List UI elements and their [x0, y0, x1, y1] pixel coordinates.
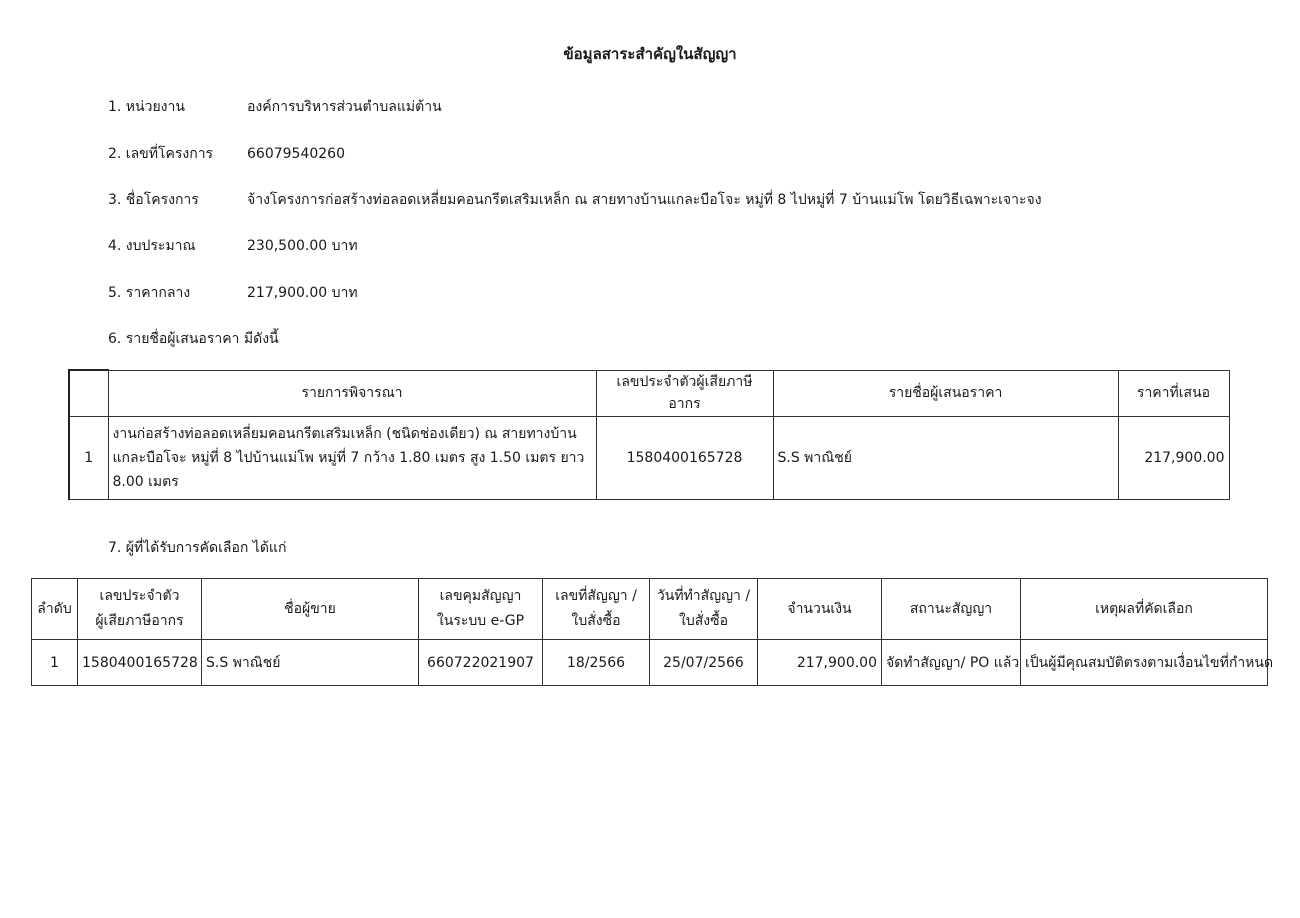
info-label: 4. งบประมาณ — [108, 238, 196, 254]
selected-table — [31, 578, 1274, 686]
table-row — [69, 417, 1229, 500]
header-line: สถานะสัญญา — [909, 600, 993, 617]
tax-id: 1580400165728 — [78, 640, 202, 686]
header-line: ในระบบ e-GP — [436, 613, 525, 629]
item-description: งานก่อสร้างท่อลอดเหลี่ยมคอนกรีตเสริมเหล็ก (ชนิดช่องเดียว) ณ สายทางบ้านแกละบือโจะ หมู่ที่ 8 ไปบ้านแม่โพ หมู่ที่ 7 กว้าง 1.80 เมตร สูง 1.50 เมตร ยาว 8.00 เมตร — [108, 417, 596, 500]
info-budget — [108, 235, 358, 257]
info-label: 1. หน่วยงาน — [108, 99, 185, 115]
table-header-cell — [882, 579, 1021, 640]
egp-control-number: 660722021907 — [419, 640, 543, 686]
contract-status: จัดทำสัญญา/ PO แล้ว — [882, 640, 1021, 686]
table-header-cell — [419, 579, 543, 640]
bidders-table — [68, 369, 1230, 500]
contract-amount: 217,900.00 — [758, 640, 882, 686]
info-label: 2. เลขที่โครงการ — [108, 146, 214, 162]
tax-id: 1580400165728 — [596, 417, 773, 500]
table-header-cell — [78, 579, 202, 640]
header-line: เหตุผลที่คัดเลือก — [1095, 600, 1193, 617]
info-label: 5. ราคากลาง — [108, 285, 191, 301]
table-header-cell — [543, 579, 650, 640]
table-header-cell: รายชื่อผู้เสนอราคา — [773, 370, 1118, 417]
table-header-cell — [32, 579, 78, 640]
header-line: เลขที่สัญญา / — [555, 588, 637, 604]
table-header-cell: เลขประจำตัวผู้เสียภาษีอากร — [596, 370, 773, 417]
header-line: เลขคุมสัญญา — [439, 588, 522, 604]
info-value: จ้างโครงการก่อสร้างท่อลอดเหลี่ยมคอนกรีตเสริมเหล็ก ณ สายทางบ้านแกละบือโจะ หมู่ที่ 8 ไปหมู่ที่ 7 บ้านแม่โพ โดยวิธีเฉพาะเจาะจง — [247, 192, 1042, 208]
table-header-cell — [650, 579, 758, 640]
table-header-cell — [1021, 579, 1268, 640]
table-header-row — [32, 579, 1268, 640]
contract-number: 18/2566 — [543, 640, 650, 686]
page-title: ข้อมูลสาระสำคัญในสัญญา — [563, 45, 737, 63]
table-header-cell — [758, 579, 882, 640]
info-project-name — [108, 189, 1042, 211]
header-line: ผู้เสียภาษีอากร — [95, 613, 184, 629]
info-project-number — [108, 143, 345, 165]
info-agency — [108, 96, 442, 118]
table-header-cell — [202, 579, 419, 640]
info-median-price — [108, 282, 358, 304]
bidders-heading: 6. รายชื่อผู้เสนอราคา มีดังนี้ — [108, 331, 279, 347]
info-value: องค์การบริหารส่วนตำบลแม่ต้าน — [247, 99, 442, 115]
table-header-cell — [69, 370, 108, 417]
table-row — [32, 640, 1268, 686]
header-line: ใบสั่งซื้อ — [571, 613, 621, 629]
info-value: 217,900.00 บาท — [247, 285, 358, 301]
row-number: 1 — [32, 640, 78, 686]
offer-price: 217,900.00 — [1118, 417, 1229, 500]
table-header-cell: ราคาที่เสนอ — [1118, 370, 1229, 417]
info-value: 66079540260 — [247, 146, 345, 162]
contract-date: 25/07/2566 — [650, 640, 758, 686]
header-line: ใบสั่งซื้อ — [678, 613, 728, 629]
selection-reason: เป็นผู้มีคุณสมบัติตรงตามเงื่อนไขที่กำหนด — [1021, 640, 1268, 686]
row-number: 1 — [69, 417, 108, 500]
header-line: ชื่อผู้ขาย — [284, 600, 336, 617]
info-value: 230,500.00 บาท — [247, 238, 358, 254]
header-line: จำนวนเงิน — [787, 600, 852, 617]
info-label: 3. ชื่อโครงการ — [108, 192, 199, 208]
header-line: ลำดับ — [37, 600, 72, 617]
table-header-cell: รายการพิจารณา — [108, 370, 596, 417]
selected-heading: 7. ผู้ที่ได้รับการคัดเลือก ได้แก่ — [108, 540, 287, 556]
header-line: เลขประจำตัว — [99, 588, 180, 604]
seller-name: S.S พาณิชย์ — [202, 640, 419, 686]
bidder-name: S.S พาณิชย์ — [773, 417, 1118, 500]
header-line: วันที่ทำสัญญา / — [656, 588, 751, 604]
table-header-row — [69, 370, 1229, 417]
